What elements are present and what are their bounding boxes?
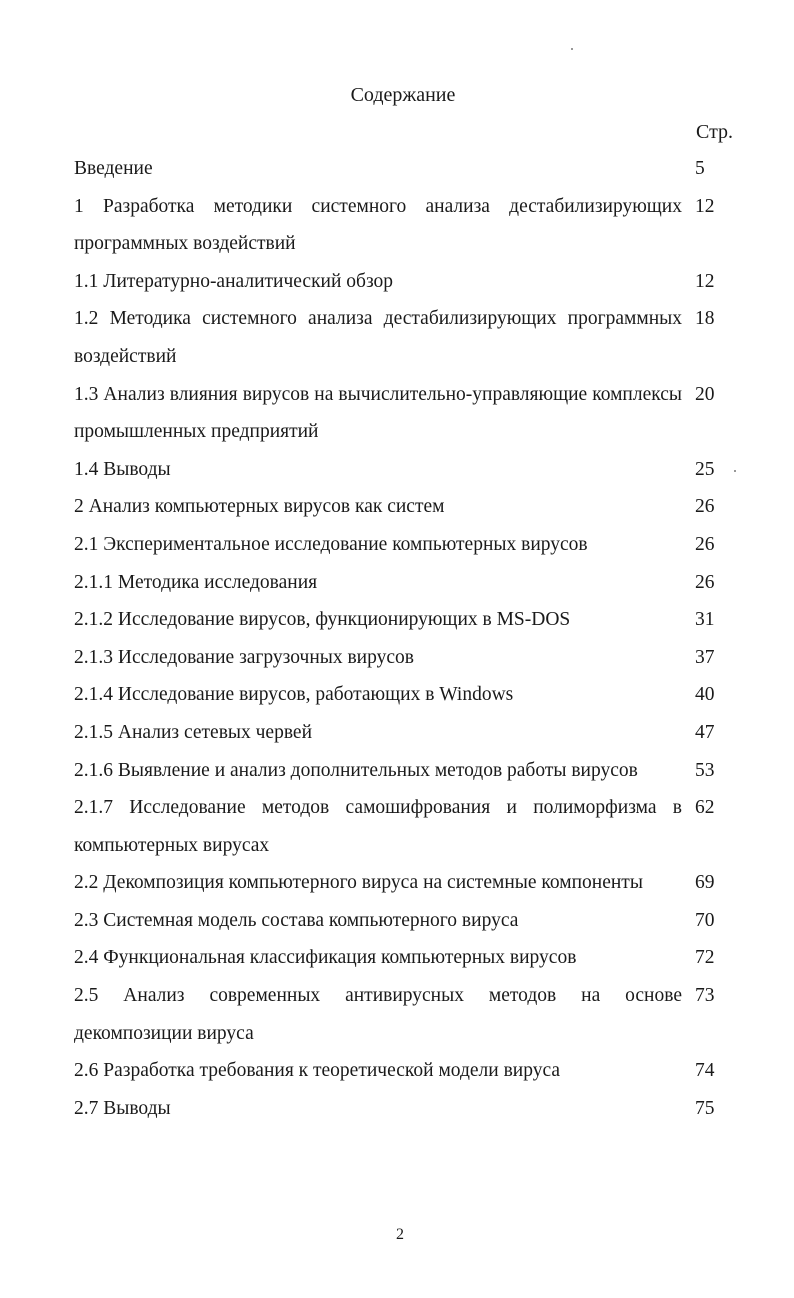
toc-entry-page: 26	[695, 533, 715, 555]
toc-entry-title: 2.1.6 Выявление и анализ дополнительных методов работы вирусов	[74, 759, 638, 781]
toc-entry	[74, 564, 754, 602]
toc-entry-title: 2.5 Анализ современных антивирусных методов на основе декомпозиции вируса	[74, 985, 682, 1044]
toc-entry-title: 1.1 Литературно-аналитический обзор	[74, 270, 394, 292]
toc-entry	[74, 789, 754, 864]
toc-entry-page: 18	[695, 308, 715, 330]
toc-entry	[74, 451, 754, 489]
toc-entry-title: 2.1 Экспериментальное исследование компьютерных вирусов	[74, 533, 588, 555]
toc-entry-title: 2 Анализ компьютерных вирусов как систем	[74, 496, 445, 518]
toc-entry	[74, 864, 754, 902]
toc-entry-page: 47	[695, 721, 715, 743]
toc-entry	[74, 150, 754, 188]
toc-entry	[74, 1052, 754, 1090]
toc-entry	[74, 714, 754, 752]
toc-entry-page: 37	[695, 646, 715, 668]
toc-entry-page: 70	[695, 909, 715, 931]
page-number: 2	[396, 1226, 404, 1243]
page-column-label: Стр.	[696, 121, 734, 143]
toc-entry-title: 2.7 Выводы	[74, 1097, 171, 1119]
toc-entry-title: 2.2 Декомпозиция компьютерного вируса на системные компоненты	[74, 872, 643, 894]
toc-entry-page: 75	[695, 1097, 715, 1119]
toc-entry-page: 72	[695, 947, 715, 969]
toc-entry-title: 2.1.1 Методика исследования	[74, 571, 318, 593]
toc-entry-page: 12	[695, 270, 715, 292]
toc-entry-title: 1 Разработка методики системного анализа дестабилизирующих программных воздействий	[74, 195, 682, 255]
toc-entry	[74, 977, 754, 1052]
toc-entry	[74, 526, 754, 564]
toc-entry-page: 12	[695, 195, 715, 217]
toc-entry	[74, 601, 754, 639]
toc-entry-page: 73	[695, 985, 715, 1007]
toc-entry	[74, 188, 754, 263]
toc-entry-page: 26	[695, 496, 715, 518]
toc-entry-title: 2.1.3 Исследование загрузочных вирусов	[74, 646, 414, 668]
toc-entry	[74, 1090, 754, 1128]
toc-entry-title: 2.3 Системная модель состава компьютерного вируса	[74, 909, 519, 931]
toc-entry-title: 2.4 Функциональная классификация компьютерных вирусов	[74, 947, 577, 969]
toc-entry	[74, 263, 754, 301]
toc-entry-page: 40	[695, 684, 715, 706]
scan-speck	[734, 470, 736, 472]
toc-entry-page: 62	[695, 797, 715, 819]
toc-entry	[74, 902, 754, 940]
toc-entry-title: 1.3 Анализ влияния вирусов на вычислительно-управляющие комплексы промышленных предприятий	[74, 383, 682, 443]
scan-speck	[571, 48, 573, 50]
toc-entry	[74, 488, 754, 526]
toc-entry-title: 2.6 Разработка требования к теоретической модели вируса	[74, 1060, 561, 1082]
toc-entry-page: 25	[695, 458, 715, 480]
toc-entry-title: 1.4 Выводы	[74, 458, 171, 480]
toc-entry	[74, 376, 754, 451]
table-of-contents	[74, 150, 754, 1127]
toc-entry	[74, 639, 754, 677]
toc-entry-page: 74	[695, 1060, 715, 1082]
toc-entry-page: 20	[695, 383, 715, 405]
toc-entry-page: 53	[695, 759, 715, 781]
page-title: Содержание	[350, 84, 456, 106]
toc-entry	[74, 300, 754, 375]
toc-entry-page: 5	[695, 158, 705, 179]
toc-entry	[74, 676, 754, 714]
toc-entry-page: 26	[695, 571, 715, 593]
toc-entry-title: 2.1.2 Исследование вирусов, функционирующих в MS-DOS	[74, 609, 571, 631]
toc-entry-title: 1.2 Методика системного анализа дестабилизирующих программных воздействий	[74, 308, 682, 367]
toc-entry-title: 2.1.5 Анализ сетевых червей	[74, 721, 313, 743]
toc-entry-page: 31	[695, 609, 715, 631]
toc-entry	[74, 752, 754, 790]
toc-entry-title: Введение	[74, 158, 153, 179]
toc-entry	[74, 939, 754, 977]
toc-entry-title: 2.1.4 Исследование вирусов, работающих в Windows	[74, 684, 514, 706]
toc-entry-title: 2.1.7 Исследование методов самошифрования и полиморфизма в компьютерных вирусах	[74, 797, 682, 856]
toc-entry-page: 69	[695, 872, 715, 894]
